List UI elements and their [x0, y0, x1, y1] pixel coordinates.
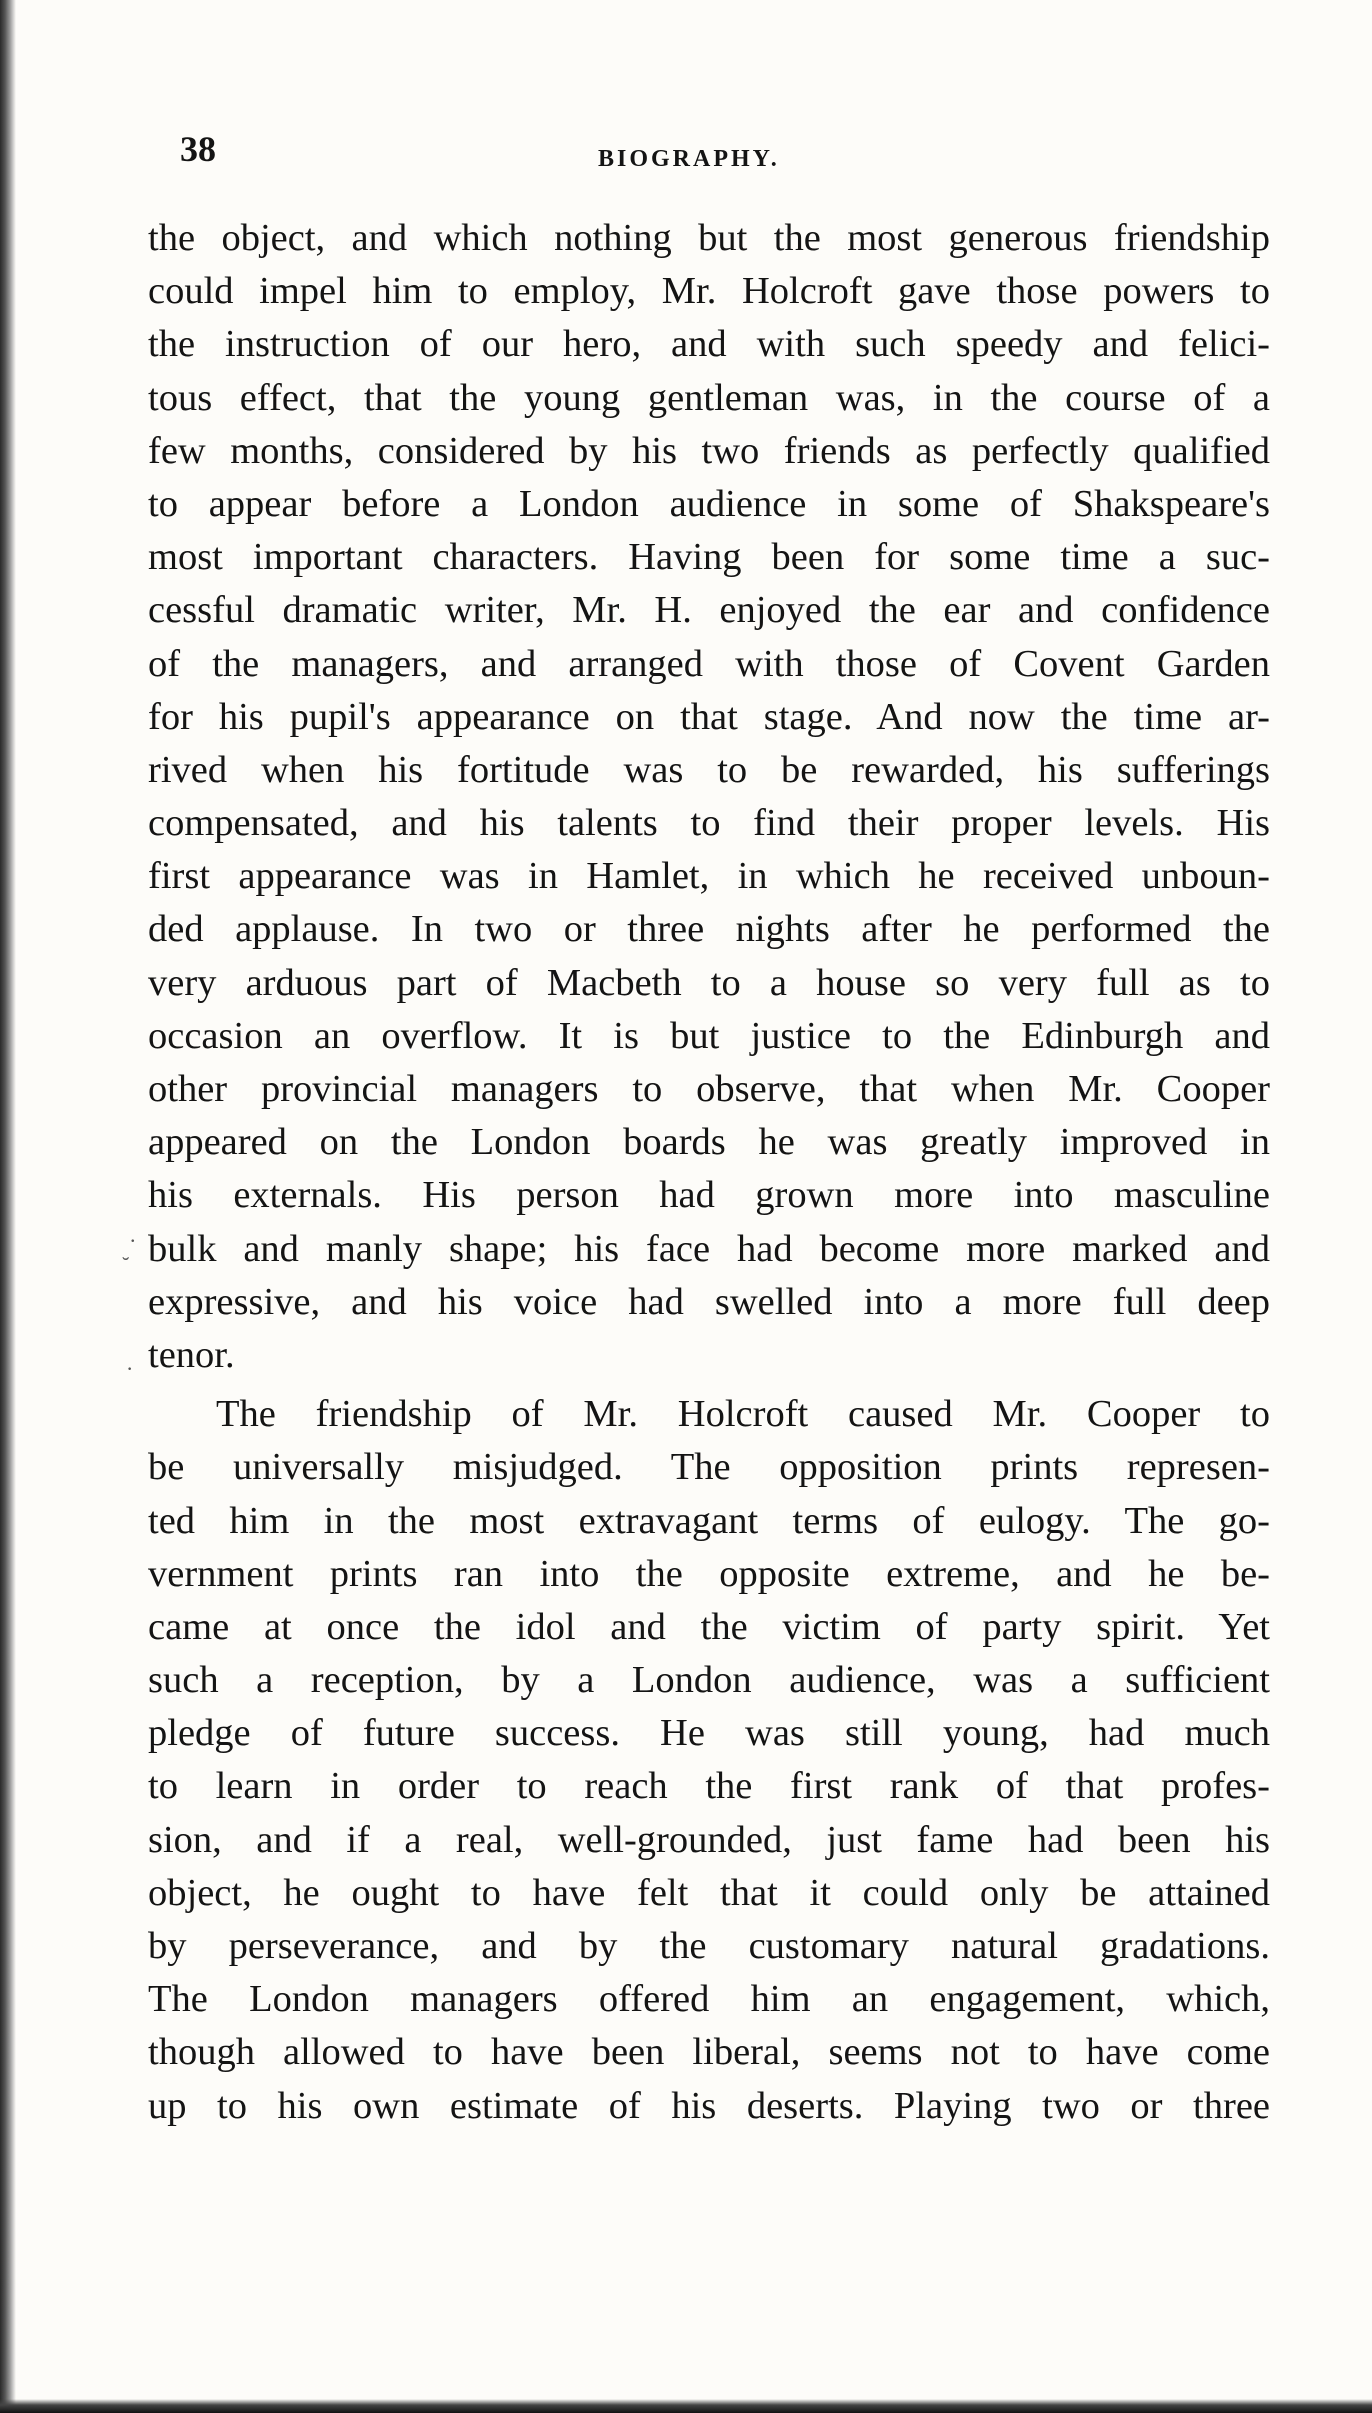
margin-dot-2: ˘ [122, 1252, 130, 1277]
text-line: up to his own estimate of his deserts. Playing two or three [148, 2084, 1270, 2127]
text-line: such a reception, by a London audience, was a sufficient [148, 1659, 1270, 1702]
text-line: for his pupil's appearance on that stage. And now the time ar- [148, 695, 1270, 738]
text-line: of the managers, and arranged with those of Covent Garden [148, 642, 1270, 685]
text-line: could impel him to employ, Mr. Holcroft gave those powers to [148, 270, 1270, 313]
text-line: tenor. [148, 1333, 235, 1376]
text-line: the object, and which nothing but the most generous friendship [148, 217, 1270, 259]
margin-dot-3: · [126, 1356, 134, 1381]
running-title: BIOGRAPHY. [598, 146, 780, 172]
text-line: to appear before a London audience in some of Shakspeare's [148, 482, 1270, 525]
text-line: pledge of future success. He was still young, had much [148, 1712, 1270, 1755]
paragraph-1 [148, 212, 1270, 1382]
text-line: rived when his fortitude was to be rewarded, his sufferings [148, 748, 1270, 791]
text-line: The friendship of Mr. Holcroft caused Mr. Cooper to [216, 1393, 1270, 1436]
text-line: ded applause. In two or three nights after he performed the [148, 908, 1270, 951]
text-line: cessful dramatic writer, Mr. H. enjoyed the ear and confidence [148, 589, 1270, 632]
text-line: sion, and if a real, well-grounded, just fame had been his [148, 1818, 1270, 1861]
text-line: vernment prints ran into the opposite extreme, and he be- [148, 1552, 1270, 1595]
text-line: most important characters. Having been for some time a suc- [148, 536, 1270, 579]
text-line: the instruction of our hero, and with such speedy and felici- [148, 323, 1270, 366]
text-line: by perseverance, and by the customary natural gradations. [148, 1925, 1270, 1967]
text-line: ted him in the most extravagant terms of eulogy. The go- [148, 1499, 1270, 1542]
text-line: first appearance was in Hamlet, in which he received unboun- [148, 855, 1270, 898]
text-line: his externals. His person had grown more into masculine [148, 1174, 1270, 1217]
text-line: be universally misjudged. The opposition prints represen- [148, 1446, 1270, 1489]
text-line: very arduous part of Macbeth to a house so very full as to [148, 961, 1270, 1004]
running-head [180, 128, 1270, 178]
margin-dot-1: . [130, 1222, 136, 1247]
paragraph-2 [148, 1388, 1270, 2133]
page-number: 38 [180, 129, 216, 169]
text-line: The London managers offered him an engagement, which, [148, 1978, 1270, 2021]
text-line: compensated, and his talents to find their proper levels. His [148, 802, 1270, 845]
text-line: object, he ought to have felt that it could only be attained [148, 1871, 1270, 1914]
text-line: though allowed to have been liberal, seems not to have come [148, 2031, 1270, 2074]
text-line: tous effect, that the young gentleman was, in the course of a [148, 376, 1270, 419]
text-line: bulk and manly shape; his face had become more marked and [148, 1227, 1270, 1270]
body-text [148, 212, 1270, 2133]
page-bottom-edge [0, 2399, 1372, 2413]
text-line: expressive, and his voice had swelled into a more full deep [148, 1280, 1270, 1323]
binding-shadow [0, 0, 16, 2413]
text-line: to learn in order to reach the first rank of that profes- [148, 1765, 1270, 1808]
text-line: few months, considered by his two friends as perfectly qualified [148, 429, 1270, 472]
text-line: appeared on the London boards he was greatly improved in [148, 1121, 1270, 1164]
text-line: came at once the idol and the victim of party spirit. Yet [148, 1605, 1270, 1648]
text-line: other provincial managers to observe, that when Mr. Cooper [148, 1068, 1270, 1110]
text-line: occasion an overflow. It is but justice to the Edinburgh and [148, 1014, 1270, 1057]
